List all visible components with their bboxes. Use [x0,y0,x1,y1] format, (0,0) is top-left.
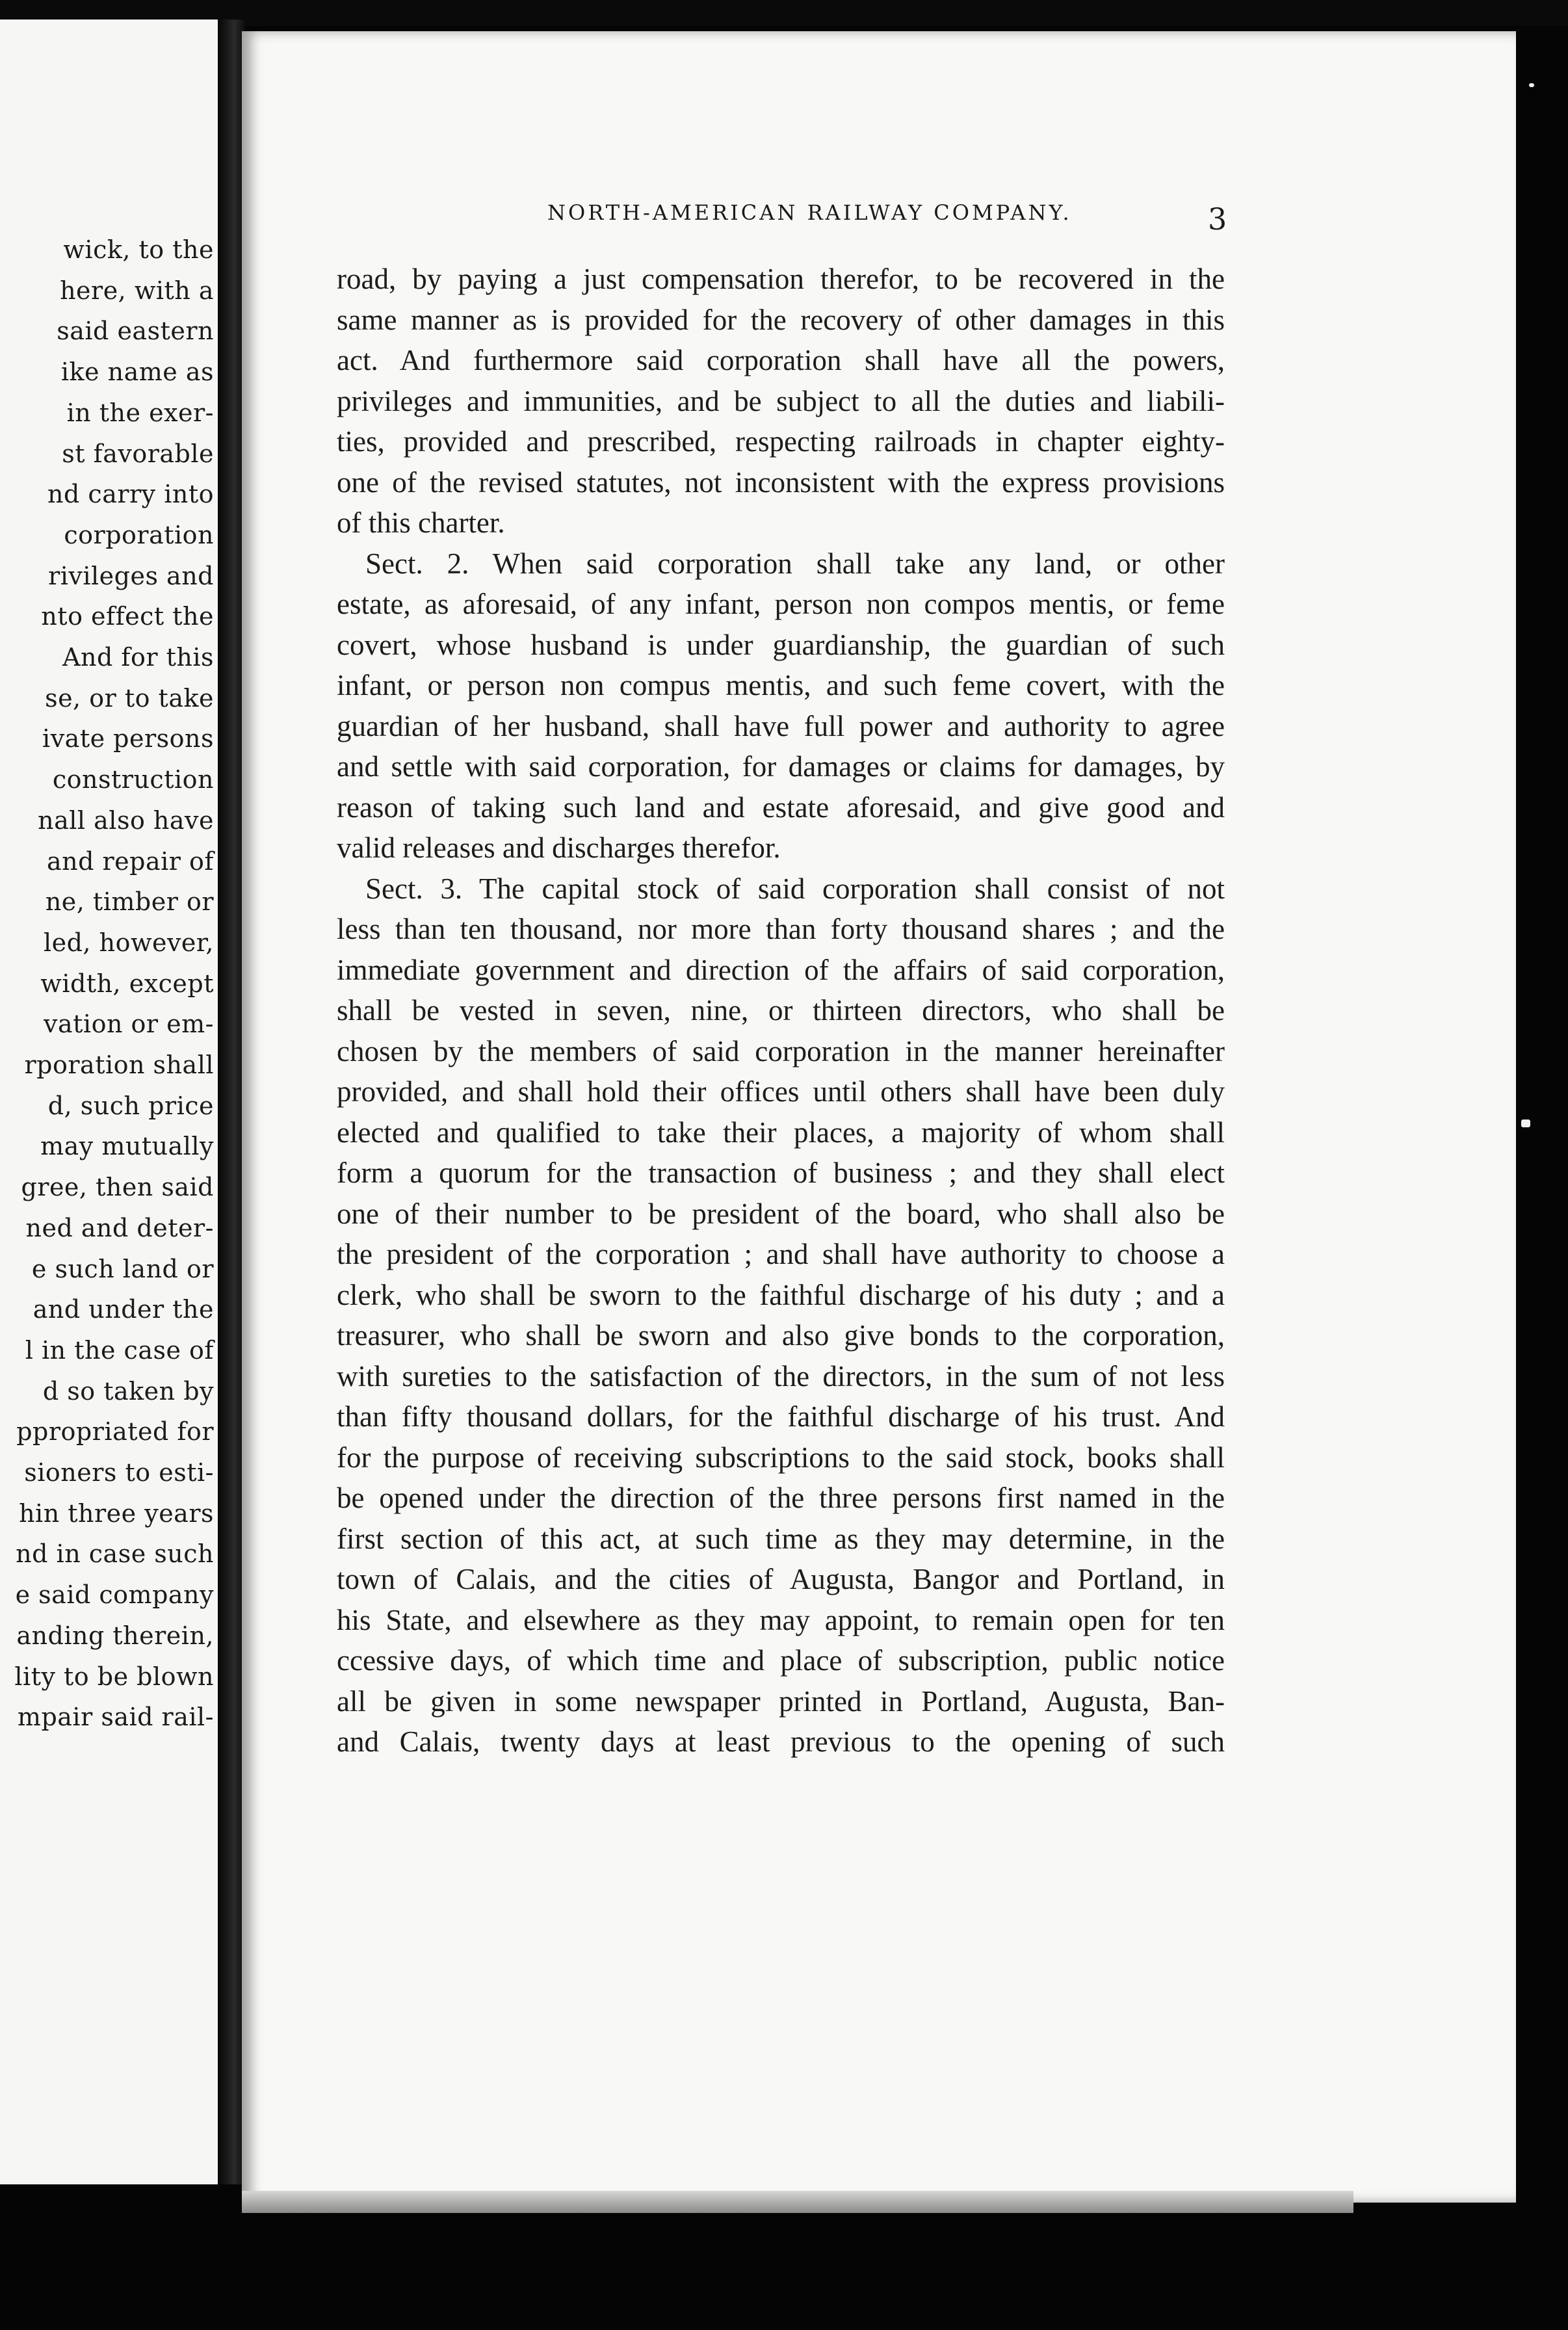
body-line: immediate government and direction of the affairs of said corporation, [337,953,1225,986]
left-page-line: and under the [33,1295,214,1324]
body-line: provided, and shall hold their offices until others shall have been duly [337,1075,1225,1108]
body-line: covert, whose husband is under guardianship, the guardian of such [337,628,1225,661]
body-line: for the purpose of receiving subscriptions to the said stock, books shall [337,1441,1225,1474]
body-line: less than ten thousand, nor more than forty thousand shares ; and the [337,913,1225,945]
left-page-line: wick, to the [63,235,214,264]
body-line: town of Calais, and the cities of Augusta, Bangor and Portland, in [337,1563,1225,1595]
page-body-text [337,259,1225,1762]
body-line: act. And furthermore said corporation shall have all the powers, [337,344,1225,376]
scan-speck [1529,83,1534,87]
left-page-line: l in the case of [25,1335,214,1365]
left-page-line: ned and deter- [25,1213,214,1242]
left-page-line: gree, then said [21,1173,214,1202]
body-line: first section of this act, at such time as they may determine, in the [337,1522,1225,1555]
left-page-line: hin three years [19,1499,214,1528]
body-line: one of their number to be president of the board, who shall also be [337,1197,1225,1230]
body-line: infant, or person non compus mentis, and such feme covert, with the [337,669,1225,701]
body-line: treasurer, who shall be sworn and also give bonds to the corporation, [337,1319,1225,1352]
body-line: reason of taking such land and estate aforesaid, and give good and [337,791,1225,824]
running-head: NORTH-AMERICAN RAILWAY COMPANY. [547,200,1072,225]
body-line: Sect. 2. When said corporation shall take any land, or other [365,547,1225,580]
left-page-line: width, except [40,969,214,998]
left-page-line: in the exer- [66,398,214,427]
left-page-line: here, with a [60,276,214,305]
left-page-line: and repair of [46,846,214,876]
page-bottom-edge [242,2191,1353,2213]
left-page [0,20,218,2184]
left-page-line: led, however, [43,928,214,957]
body-line: guardian of her husband, shall have full power and authority to agree [337,709,1225,742]
left-page-line: se, or to take [45,683,214,713]
left-page-line: ppropriated for [16,1417,214,1446]
body-line: ties, provided and prescribed, respecting railroads in chapter eighty- [337,425,1225,458]
left-page-line: d so taken by [42,1376,214,1406]
body-line: be opened under the direction of the three persons first named in the [337,1482,1225,1514]
left-page-line: vation or em- [44,1010,214,1039]
body-line: and Calais, twenty days at least previous to the opening of such [337,1725,1225,1758]
body-line: valid releases and discharges therefor. [337,831,781,864]
body-line: all be given in some newspaper printed in Portland, Augusta, Ban- [337,1684,1225,1718]
book-gutter [218,20,245,2184]
body-line: shall be vested in seven, nine, or thirteen directors, who shall be [337,994,1225,1027]
body-line: estate, as aforesaid, of any infant, person non compos mentis, or feme [337,588,1225,620]
body-line: clerk, who shall be sworn to the faithful discharge of his duty ; and a [337,1278,1225,1311]
body-line: same manner as is provided for the recovery of other damages in this [337,303,1225,336]
scan-speck [1521,1119,1530,1127]
left-page-line: st favorable [62,439,214,468]
body-line: and settle with said corporation, for damages or claims for damages, by [337,750,1225,783]
body-line: of this charter. [337,506,505,539]
body-line: form a quorum for the transaction of business ; and they shall elect [337,1157,1225,1189]
body-line: chosen by the members of said corporation in the manner hereinafter [337,1034,1225,1067]
body-line: the president of the corporation ; and shall have authority to choose a [337,1238,1225,1270]
left-page-line: e said company [15,1580,214,1610]
body-line: ccessive days, of which time and place of subscription, public notice [337,1644,1225,1677]
body-line: one of the revised statutes, not inconsistent with the express provisions [337,465,1225,499]
left-page-line: nd carry into [47,480,214,509]
left-page-line: And for this [62,643,214,672]
body-line: than fifty thousand dollars, for the faithful discharge of his trust. And [337,1400,1225,1433]
body-line: his State, and elsewhere as they may appoint, to remain open for ten [337,1603,1225,1636]
left-page-line: anding therein, [16,1621,214,1650]
page-number: 3 [1208,202,1227,237]
body-line: privileges and immunities, and be subject to all the duties and liabili- [337,384,1225,417]
left-page-line: may mutually [40,1132,214,1161]
left-page-line: ike name as [60,358,214,387]
left-page-line: nto effect the [41,602,214,631]
left-page-line: construction [52,765,214,794]
left-page-line: mpair said rail- [17,1703,214,1732]
body-line: with sureties to the satisfaction of the directors, in the sum of not less [337,1359,1225,1393]
left-page-line: ne, timber or [45,887,214,917]
left-page-line: rivileges and [48,561,214,590]
left-page-line: said eastern [57,317,214,346]
left-page-line: nd in case such [16,1539,214,1569]
body-line: Sect. 3. The capital stock of said corporation shall consist of not [365,872,1225,905]
left-page-line: e such land or [31,1254,214,1283]
left-page-line: sioners to esti- [24,1458,214,1487]
left-page-line: ivate persons [42,724,214,753]
body-line: elected and qualified to take their places, a majority of whom shall [337,1116,1225,1149]
left-page-line: d, such price [47,1091,214,1120]
left-page-line: nall also have [38,805,214,835]
left-page-line: lity to be blown [14,1662,214,1691]
left-page-line: rporation shall [24,1051,214,1079]
body-line: road, by paying a just compensation therefor, to be recovered in the [337,263,1225,295]
left-page-line: corporation [64,520,214,549]
